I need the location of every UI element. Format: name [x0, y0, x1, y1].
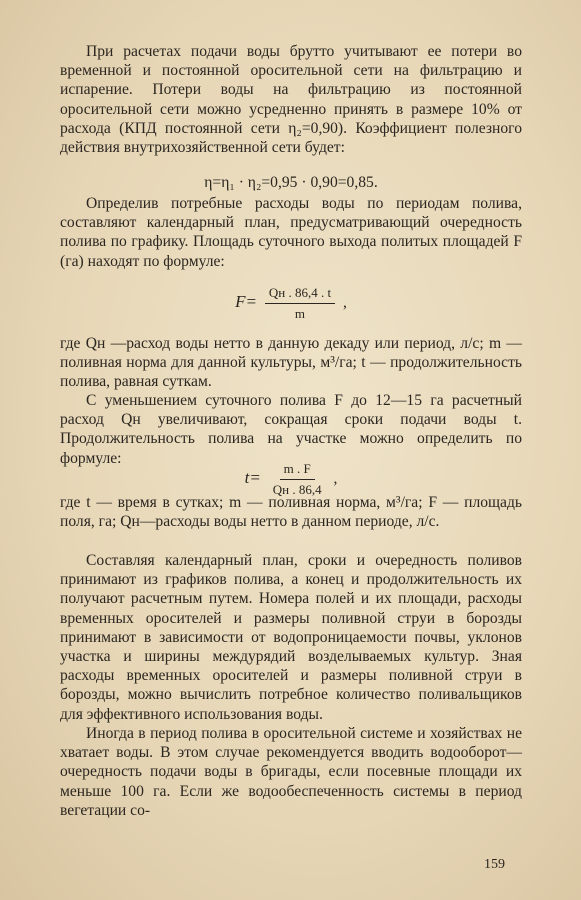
fraction-denominator: Qн . 86,4 [272, 482, 322, 497]
equation-lhs: t= [244, 468, 261, 488]
equation-tail: , [333, 470, 338, 488]
equation-daily-area [60, 285, 522, 322]
paragraph-reduced-daily-watering: С уменьшением суточного полива F до 12—15 га расчетный расход Qн увеличивают, сокращая сроки подачи воды t. Продолжительность полива на участке можно определить по формуле: [60, 392, 522, 467]
fraction [265, 285, 335, 322]
paragraph-water-rotation: Иногда в период полива в оросительной системе и хозяйствах не хватает воды. В этом случае рекомендуется вводить водооборот—очередность подачи воды в бригады, если посевные площади их меньше 100 га. Если же водообеспеченность системы в период вегетации со- [60, 725, 522, 819]
paragraph-variable-definitions-2: где t — время в сутках; m — поливная норма, м³/га; F — площадь поля, га; Qн—расходы воды нетто в данном периоде, л/с. [60, 494, 522, 531]
fraction-denominator: m [294, 306, 306, 321]
page-number: 159 [484, 857, 505, 872]
fraction-numerator: m . F [280, 461, 315, 480]
paragraph-calendar-plan: Определив потребные расходы воды по периодам полива, составляют календарный план, предусматривающий очередность полива по графику. Площадь суточного выхода политых площадей F (га) находят по формуле: [60, 195, 522, 270]
equation-efficiency: η=η₁ · η₂=0,95 · 0,90=0,85. [204, 174, 378, 191]
paragraph-variable-definitions-1: где Qн —расход воды нетто в данную декаду или период, л/с; m — поливная норма для данной культуры, м³/га; t — продолжительность полива, равная суткам. [60, 335, 522, 391]
paragraph-composing-plan: Составляя календарный план, сроки и очередность поливов принимают из графиков полива, а конец и продолжительность их получают расчетным путем. Номера полей и их площади, расходы временных оросителей и размеры поливной струи в борозды принимают в зависимости от водопроницаемости почвы, уклонов участка и ширины междурядий возделываемых культур. Зная расходы временных оросителей и размеры поливной струи в борозды, можно вычислить потребное количество поливальщиков для эффективного использования воды. [60, 552, 522, 723]
fraction-numerator: Qн . 86,4 . t [265, 285, 335, 304]
paragraph-gross-water-losses: При расчетах подачи воды брутто учитывают ее потери во временной и постоянной оросительной сети на фильтрацию и испарение. Потери воды на фильтрацию из постоянной оросительной сети можно усредненно принять в размере 10% от расхода (КПД постоянной сети η₂=0,90). Коэффициент полезного действия внутрихозяйственной сети будет: [60, 43, 522, 157]
equation-tail: , [342, 294, 347, 312]
equation-lhs: F= [235, 292, 257, 312]
